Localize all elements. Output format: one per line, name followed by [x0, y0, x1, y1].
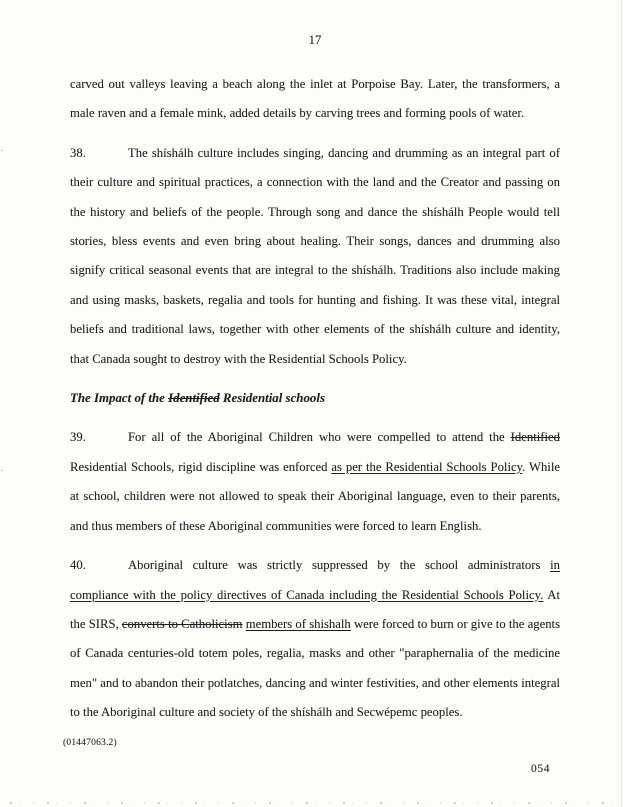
text-run: as per the Residential Schools Policy: [331, 459, 523, 474]
paragraph-number: 40.: [70, 558, 86, 573]
scan-edge-line: [621, 0, 622, 807]
text-run: For all of the Aboriginal Children who were compelled to attend the: [128, 430, 511, 445]
document-body: [70, 70, 560, 728]
document-id-stamp: (01447063.2): [63, 738, 117, 748]
text-run: Residential Schools, rigid discipline was enforced: [70, 459, 332, 474]
page-number: 17: [308, 33, 322, 47]
text-run: in compliance with the policy directives of Canada including the Residential Schools Policy.: [70, 558, 560, 602]
intro-continuation-paragraph: [70, 70, 560, 129]
paragraph-40: [70, 551, 560, 727]
text-run: At the SIRS,: [70, 587, 560, 631]
text-run: carved out valleys leaving a beach along the inlet at Porpoise Bay. Later, the transformers, a male raven and a female mink, added details by carving trees and forming pools of water.: [70, 77, 560, 121]
text-run: members of shishalh: [245, 616, 351, 631]
text-run: Aboriginal culture was strictly suppressed by the school administrators: [128, 558, 551, 573]
paragraph-38: [70, 139, 560, 374]
scan-noise-strip: [10, 802, 613, 804]
paragraph-number: 39.: [70, 430, 86, 445]
impact-section-heading: [70, 384, 560, 413]
text-run: Residential schools: [219, 391, 325, 406]
paragraph-number: 38.: [70, 145, 86, 160]
bates-number: 054: [531, 763, 551, 775]
text-run: The Impact of the: [70, 391, 169, 406]
scan-speck: [1, 150, 3, 151]
text-run: Identified: [510, 430, 560, 445]
text-run: Identified: [168, 391, 220, 406]
paragraph-39: [70, 423, 560, 541]
text-run: converts to Catholicism: [121, 616, 243, 631]
text-run: . While at school, children were not allowed to speak their Aboriginal language, even to their parents, and thus members of these Aboriginal communities were forced to learn English.: [70, 459, 560, 533]
text-run: The shíshálh culture includes singing, dancing and drumming as an integral part of their culture and spiritual practices, a connection with the land and the Creator and passing on the history and beliefs of the people. Through song and dance the shíshálh People would tell stories, bless events and even bring about healing. Their songs, dances and drumming also signify critical seasonal events that are integral to the shíshálh. Traditions also include making and using masks, baskets, regalia and tools for hunting and fishing. It was these vital, integral beliefs and traditional laws, together with other elements of the shíshálh culture and identity, that Canada sought to destroy with the Residential Schools Policy.: [70, 145, 560, 366]
text-run: were forced to burn or give to the agents of Canada centuries-old totem poles, regalia, masks and other "paraphernalia of the medicine men" and to abandon their potlatches, dancing and winter festivities, and other elements integral to the Aboriginal culture and society of the shíshálh and Secwépemc peoples.: [70, 616, 561, 720]
scan-speck: [1, 470, 3, 471]
